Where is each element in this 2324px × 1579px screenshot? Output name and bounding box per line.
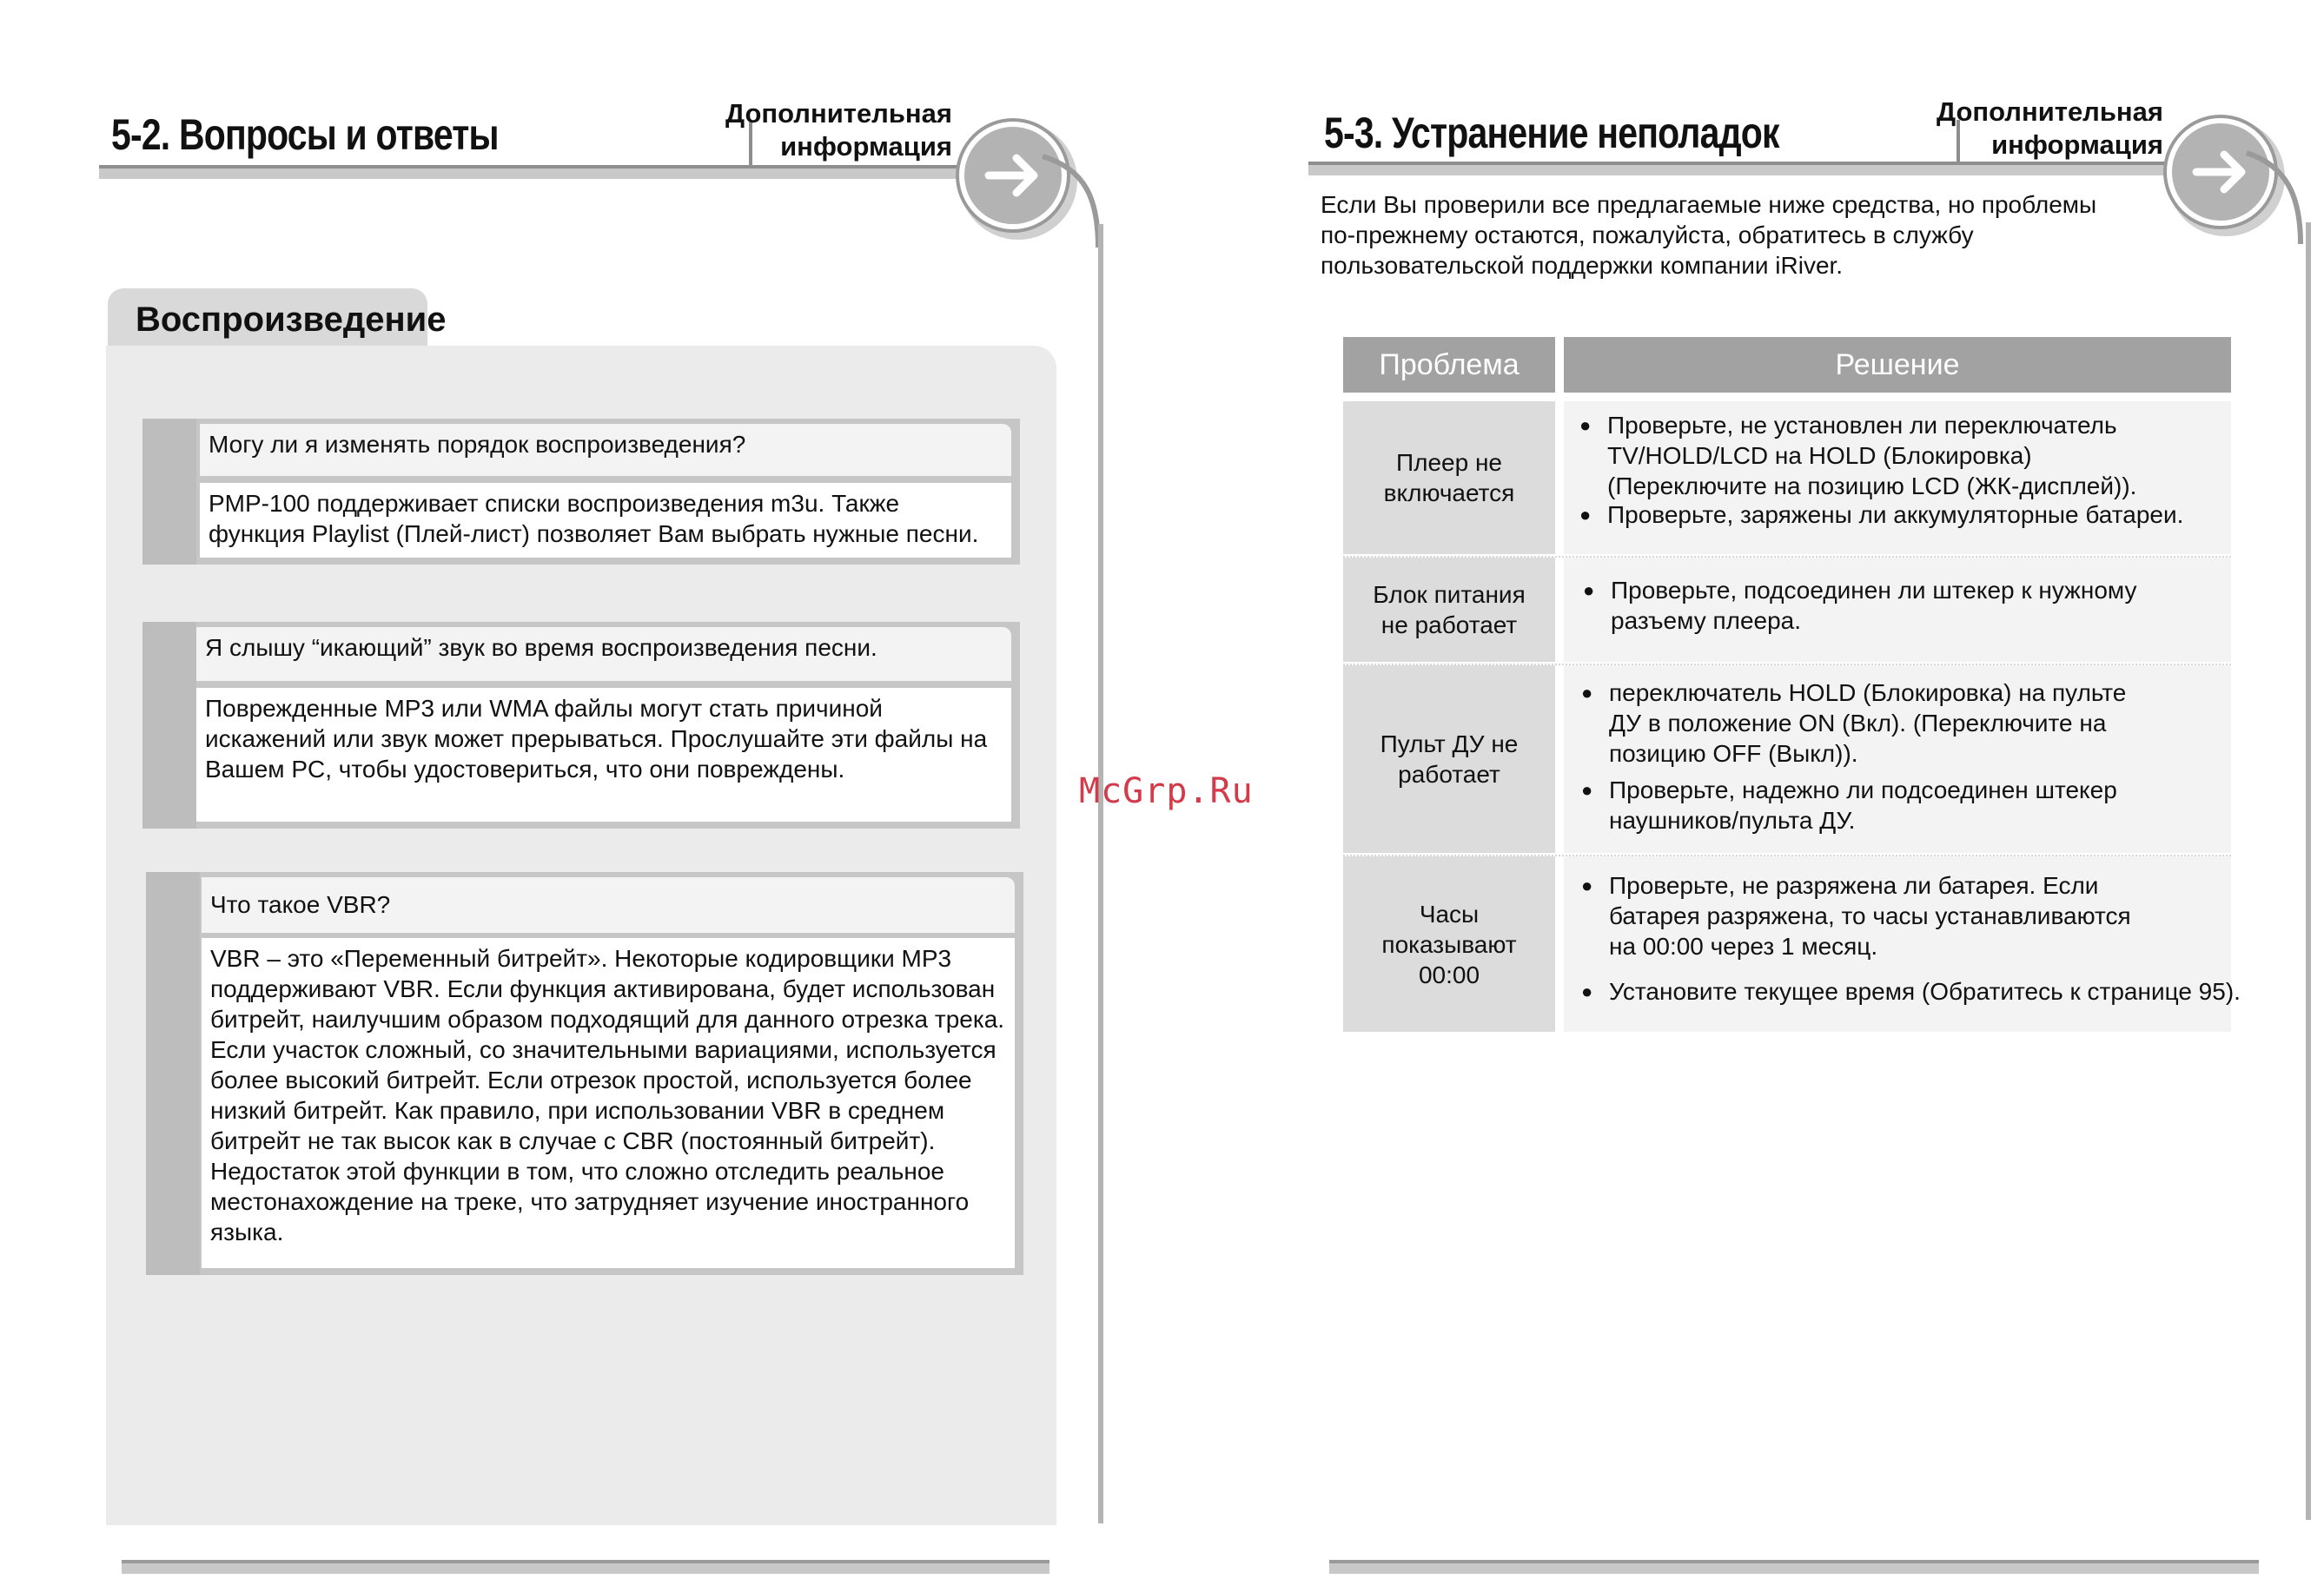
intro-line: пользовательской поддержки компании iRiver.: [1321, 252, 1844, 279]
left-page-title: 5-2. Вопросы и ответы: [111, 110, 499, 159]
problem-line: показывают: [1381, 930, 1517, 958]
qa-item: [142, 622, 1020, 829]
right-page-title: 5-3. Устранение неполадок: [1324, 109, 1779, 157]
table-cell-problem: [1343, 856, 1555, 1032]
qa-stripe: [142, 419, 196, 565]
solution-item: [1581, 870, 2131, 961]
solution-line: переключатель HOLD (Блокировка) на пульте: [1609, 679, 2127, 706]
bullet-dot-icon: ●: [1581, 875, 1593, 896]
problem-line: не работает: [1380, 611, 1518, 638]
solution-line: Проверьте, не разряжена ли батарея. Если: [1609, 872, 2099, 899]
solution-line: Установите текущее время (Обратитесь к странице 95).: [1609, 978, 2241, 1005]
solution-line: батарея разряжена, то часы устанавливаются: [1609, 902, 2131, 929]
right-side-label: [1923, 96, 2163, 162]
solution-line: на 00:00 через 1 месяц.: [1609, 933, 1878, 960]
solution-line: Проверьте, заряжены ли аккумуляторные батареи.: [1607, 501, 2184, 528]
bullet-dot-icon: ●: [1581, 779, 1593, 801]
table-cell-solution: [1564, 558, 2231, 662]
qa-stripe: [142, 622, 196, 829]
solution-line: разъему плеера.: [1611, 607, 1802, 634]
problem-line: Часы: [1419, 900, 1480, 928]
bullet-dot-icon: ●: [1583, 579, 1595, 601]
intro-text: [1321, 189, 2172, 281]
bullet-dot-icon: ●: [1581, 981, 1593, 1002]
table-cell-problem: [1343, 558, 1555, 662]
solution-line: наушников/пульта ДУ.: [1609, 807, 1856, 834]
qa-question: Могу ли я изменять порядок воспроизведения?: [200, 424, 1011, 476]
side-label-line2: информация: [1991, 129, 2163, 160]
watermark: McGrp.Ru: [1079, 771, 1254, 811]
left-side-label: [712, 97, 952, 163]
table-cell-problem: [1343, 401, 1555, 554]
problem-line: включается: [1383, 479, 1515, 506]
right-header-rule: [1308, 162, 2170, 175]
qa-question: Я слышу “икающий” звук во время воспроизведения песни.: [196, 627, 1011, 681]
side-label-line1: Дополнительная: [1937, 96, 2163, 127]
qa-question: Что такое VBR?: [202, 877, 1015, 933]
solution-line: ДУ в положение ON (Вкл). (Переключите на: [1609, 710, 2107, 737]
solution-item: [1583, 575, 2137, 636]
section-tab: Воспроизведение: [108, 288, 427, 347]
left-footer-bar: [122, 1560, 1049, 1574]
qa-answer: PMP-100 поддерживает списки воспроизведения m3u. Также функция Playlist (Плей-лист) позволяет Вам выбрать нужные песни.: [200, 483, 1011, 558]
problem-line: Плеер не: [1395, 449, 1502, 476]
bullet-dot-icon: ●: [1579, 504, 1592, 525]
right-page-edge: [2306, 222, 2311, 1520]
solution-item: [1581, 775, 2117, 836]
qa-answer: Поврежденные MP3 или WMA файлы могут стать причиной искажений или звук может прерываться. Прослушайте эти файлы на Вашем PC, чтобы удостовериться, что они повреждены.: [196, 688, 1011, 822]
table-cell-solution: [1564, 665, 2231, 853]
qa-item: [146, 872, 1023, 1275]
solution-item: [1579, 410, 2137, 501]
solution-line: TV/HOLD/LCD на HOLD (Блокировка): [1607, 442, 2032, 469]
problem-line: Пульт ДУ не: [1380, 730, 1519, 757]
bullet-dot-icon: ●: [1579, 414, 1592, 436]
solution-line: позицию OFF (Выкл)).: [1609, 740, 1858, 767]
side-label-line2: информация: [780, 131, 952, 162]
right-footer-bar: [1329, 1560, 2259, 1574]
solution-line: Проверьте, не установлен ли переключатель: [1607, 412, 2117, 439]
table-cell-solution: [1564, 856, 2241, 1032]
solution-item: [1581, 976, 2241, 1007]
table-cell-solution: [1564, 401, 2231, 554]
solution-line: Проверьте, подсоединен ли штекер к нужному: [1611, 577, 2137, 604]
bullet-dot-icon: ●: [1581, 682, 1593, 704]
side-label-line1: Дополнительная: [725, 98, 952, 129]
qa-stripe: [146, 872, 200, 1275]
qa-answer: VBR – это «Переменный битрейт». Некоторые кодировщики MP3 поддерживают VBR. Если функция активирована, будет использован битрейт, наилучшим образом подходящий для данного отрезка трека. Если участок сложный, со значительными вариациями, используется более высокий битрейт. Если отрезок простой, используется более низкий битрейт. Как правило, при использовании VBR в среднем битрейт не так высок как в случае с CBR (постоянный битрейт). Недостаток этой функции в том, что сложно отследить реальное местонахождение на треке, что затрудняет изучение иностранного языка.: [202, 938, 1015, 1268]
problem-line: Блок питания: [1373, 581, 1526, 608]
intro-line: по-прежнему остаются, пожалуйста, обратитесь в службу: [1321, 221, 1974, 248]
intro-line: Если Вы проверили все предлагаемые ниже средства, но проблемы: [1321, 191, 2097, 218]
left-page-edge: [1098, 224, 1103, 1523]
table-header-problem: Проблема: [1343, 337, 1555, 393]
problem-line: 00:00: [1418, 961, 1480, 988]
table-header-solution: Решение: [1564, 337, 2231, 393]
solution-item: [1579, 499, 2184, 530]
right-page-curve: [2231, 144, 2318, 248]
table-cell-problem: [1343, 665, 1555, 853]
left-header-rule: [99, 165, 959, 179]
solution-line: Проверьте, надежно ли подсоединен штекер: [1609, 776, 2117, 803]
solution-line: (Переключите на позицию LCD (ЖК-дисплей)).: [1607, 472, 2137, 499]
qa-item: [142, 419, 1020, 565]
problem-line: работает: [1398, 761, 1500, 788]
solution-item: [1581, 677, 2127, 769]
